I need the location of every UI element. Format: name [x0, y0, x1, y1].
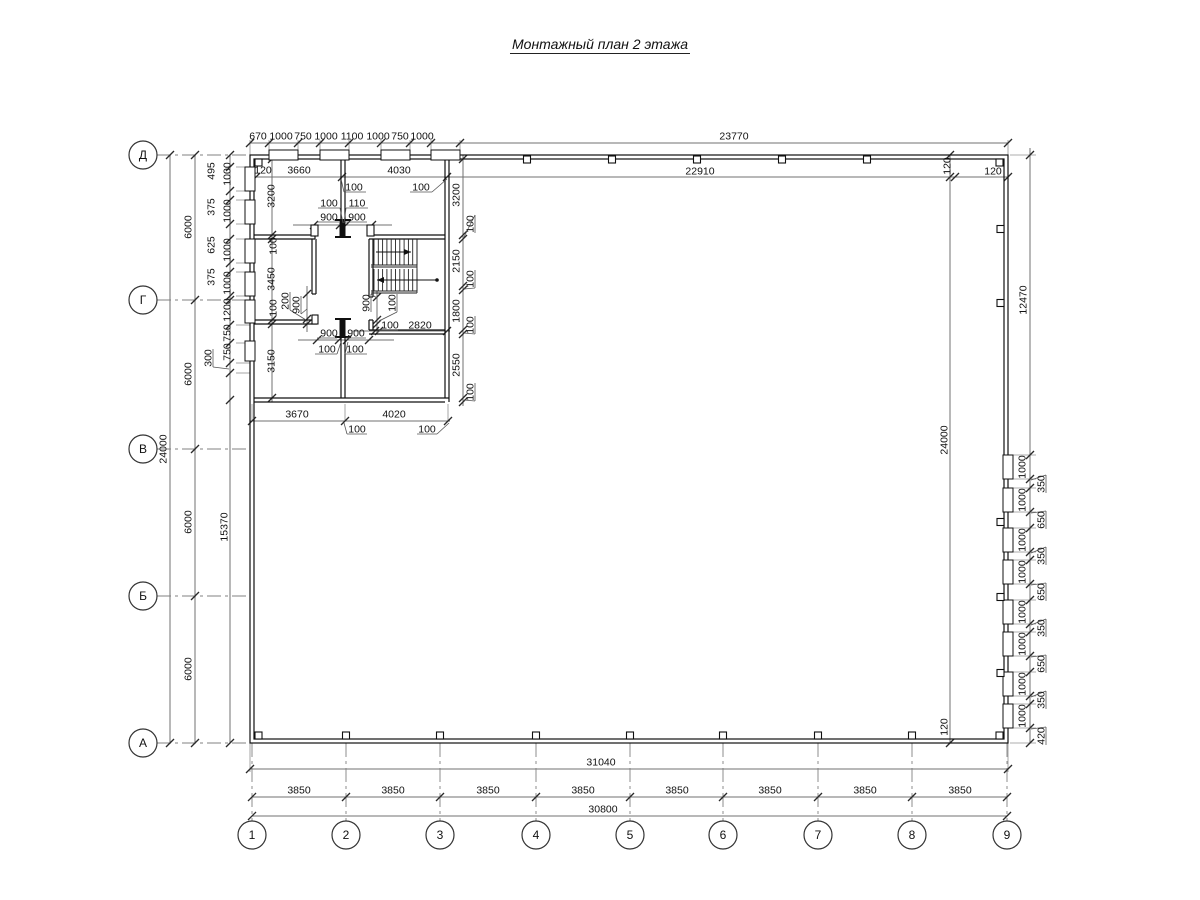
dimension-label: 420	[1035, 727, 1048, 745]
dimension-label: 750	[221, 324, 234, 342]
dimension-label: 1000	[1016, 632, 1029, 656]
dimension-label: 100	[267, 299, 280, 317]
dimension-label: 100	[418, 423, 436, 436]
dimension-label: 1000	[1016, 488, 1029, 512]
dimension-label: 1100	[340, 130, 364, 143]
dimension-label: 1000	[410, 130, 434, 143]
dimension-label: 3850	[476, 784, 500, 797]
dimension-label: 100	[346, 343, 364, 356]
window	[245, 239, 255, 263]
axis-bubble-label: Г	[139, 293, 147, 308]
dimension-label: 22910	[685, 165, 715, 178]
axis-bubble-label: 2	[342, 828, 350, 843]
dimension-label: 31040	[586, 756, 616, 769]
dimension-label: 1000	[221, 162, 234, 186]
dimension-label: 100	[345, 181, 363, 194]
column-marker	[694, 156, 701, 163]
dimension-label: 2550	[450, 353, 463, 377]
column-marker	[343, 732, 350, 739]
axis-bubble-label: 1	[248, 828, 256, 843]
dimension-label: 900	[360, 294, 373, 312]
dimension-label: 2820	[408, 319, 432, 332]
dimension-label: 12470	[1017, 285, 1030, 315]
stair-arrow-head	[404, 249, 411, 255]
dimension-label: 1000	[314, 130, 338, 143]
window	[320, 150, 349, 160]
axis-bubble-label: Д	[138, 148, 148, 163]
dimension-label: 100	[464, 383, 477, 401]
dimension-label: 350	[1035, 547, 1048, 565]
dimension-label: 6000	[182, 657, 195, 681]
door-post	[340, 319, 345, 337]
axis-bubble-label: А	[138, 736, 148, 751]
dimension-label: 375	[205, 268, 218, 286]
column-marker	[720, 732, 727, 739]
dimension-label: 625	[205, 236, 218, 254]
dimension-label: 3850	[287, 784, 311, 797]
axis-bubble-label: 9	[1003, 828, 1011, 843]
dimension-label: 1000	[221, 199, 234, 223]
dimension-label: 100	[318, 343, 336, 356]
dimension-label: 2150	[450, 249, 463, 273]
column-marker	[909, 732, 916, 739]
window	[1003, 488, 1013, 512]
dimension-label: 900	[290, 296, 303, 314]
dimension-label: 100	[386, 294, 399, 312]
axis-bubble-label: 7	[814, 828, 822, 843]
dimension-label: 100	[464, 270, 477, 288]
dimension-label: 120	[254, 164, 272, 177]
dimension-label: 100	[464, 215, 477, 233]
dimension-label: 1000	[1016, 528, 1029, 552]
dimension-label: 900	[348, 211, 366, 224]
column-marker	[255, 732, 262, 739]
dimension-label: 1000	[366, 130, 390, 143]
column-marker	[524, 156, 531, 163]
window	[269, 150, 298, 160]
dimension-label: 4020	[382, 408, 406, 421]
axis-bubble-label: 6	[719, 828, 727, 843]
dimension-label: 1000	[221, 271, 234, 295]
door-jamb	[311, 225, 318, 236]
dimension-label: 1000	[1016, 600, 1029, 624]
leader-line	[344, 423, 347, 434]
dimension-label: 300	[202, 349, 215, 367]
dimension-label: 3850	[381, 784, 405, 797]
dimension-label: 4030	[387, 164, 411, 177]
column-marker	[997, 594, 1004, 601]
dimension-label: 1000	[1016, 704, 1029, 728]
dimension-label: 3660	[287, 164, 311, 177]
window	[1003, 528, 1013, 552]
column-marker	[609, 156, 616, 163]
dimension-label: 100	[412, 181, 430, 194]
column-marker	[533, 732, 540, 739]
window	[1003, 455, 1013, 479]
dimension-label: 750	[391, 130, 409, 143]
dimension-label: 900	[347, 327, 365, 340]
axis-bubble-label: 8	[908, 828, 916, 843]
window	[245, 300, 255, 323]
dimension-label: 495	[205, 162, 218, 180]
dimension-label: 1800	[450, 299, 463, 323]
dimension-label: 24000	[938, 425, 951, 455]
axis-bubble-label: В	[138, 442, 148, 457]
window	[1003, 704, 1013, 728]
column-marker	[997, 226, 1004, 233]
dimension-label: 375	[205, 198, 218, 216]
dimension-label: 350	[1035, 619, 1048, 637]
column-marker	[627, 732, 634, 739]
dimension-label: 6000	[182, 215, 195, 239]
column-marker	[997, 300, 1004, 307]
dimension-label: 1000	[221, 238, 234, 262]
axis-bubble-label: 5	[626, 828, 634, 843]
dimension-label: 650	[1035, 583, 1048, 601]
door-jamb	[312, 315, 318, 324]
column-marker	[779, 156, 786, 163]
window	[245, 272, 255, 296]
column-marker	[437, 732, 444, 739]
dimension-label: 1000	[1016, 672, 1029, 696]
dimension-label: 750	[294, 130, 312, 143]
window	[431, 150, 460, 160]
window	[245, 200, 255, 224]
dimension-label: 3850	[665, 784, 689, 797]
dimension-label: 30800	[588, 803, 618, 816]
dimension-label: 350	[1035, 691, 1048, 709]
dimension-label: 3850	[758, 784, 782, 797]
dimension-label: 3150	[265, 349, 278, 373]
dimension-label: 3850	[948, 784, 972, 797]
dimension-label: 100	[464, 316, 477, 334]
door-jamb	[367, 225, 374, 236]
dimension-label: 3200	[265, 184, 278, 208]
drawing-title: Монтажный план 2 этажа	[511, 36, 689, 52]
dimension-label: 15370	[218, 512, 231, 542]
axis-bubble-label: Б	[139, 589, 147, 604]
dimension-label: 24000	[157, 434, 170, 464]
exterior-wall	[250, 155, 1008, 743]
dimension-label: 3850	[853, 784, 877, 797]
dimension-label: 670	[249, 130, 267, 143]
leader-line	[437, 423, 449, 434]
dimension-label: 750	[221, 343, 234, 361]
window	[1003, 560, 1013, 584]
dimension-label: 650	[1035, 655, 1048, 673]
axis-bubble-label: 3	[436, 828, 444, 843]
dimension-label: 6000	[182, 362, 195, 386]
dimension-label: 120	[984, 165, 1002, 178]
dimension-label: 110	[348, 197, 366, 210]
dimension-label: 23770	[719, 130, 749, 143]
column-marker	[996, 732, 1003, 739]
dimension-label: 120	[938, 718, 951, 736]
window	[1003, 632, 1013, 656]
dimension-label: 100	[381, 319, 399, 332]
axis-bubble-label: 4	[532, 828, 540, 843]
column-marker	[997, 519, 1004, 526]
column-marker	[815, 732, 822, 739]
window	[1003, 600, 1013, 624]
dimension-label: 6000	[182, 510, 195, 534]
window	[381, 150, 410, 160]
dimension-label: 100	[320, 197, 338, 210]
dimension-label: 100	[267, 237, 280, 255]
dimension-label: 1200	[221, 298, 234, 322]
dimension-label: 3450	[265, 267, 278, 291]
dimension-label: 200	[279, 292, 292, 310]
dimension-label: 1000	[269, 130, 293, 143]
dimension-label: 100	[348, 423, 366, 436]
exterior-wall	[254, 159, 1004, 739]
dimension-label: 3850	[571, 784, 595, 797]
dimension-label: 120	[941, 157, 954, 175]
dimension-label: 900	[320, 327, 338, 340]
window	[245, 341, 255, 361]
dimension-label: 350	[1035, 475, 1048, 493]
stair-arrow-start	[435, 278, 439, 282]
column-marker	[997, 670, 1004, 677]
dimension-label: 900	[320, 211, 338, 224]
dimension-label: 1000	[1016, 560, 1029, 584]
dimension-label: 3670	[285, 408, 309, 421]
dimension-label: 3200	[450, 183, 463, 207]
column-marker	[864, 156, 871, 163]
dimension-label: 1000	[1016, 455, 1029, 479]
dimension-label: 650	[1035, 511, 1048, 529]
